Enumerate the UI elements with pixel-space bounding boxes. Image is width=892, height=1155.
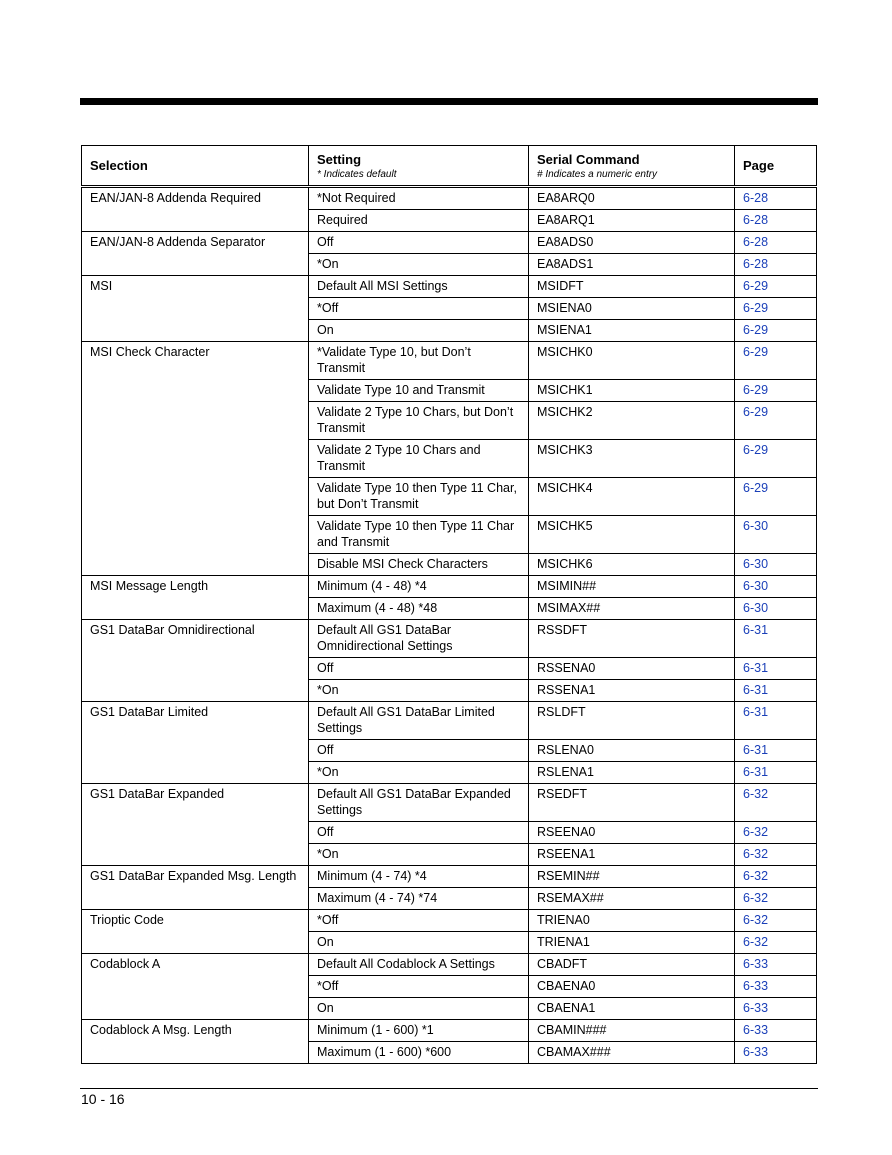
page-link[interactable]: 6-29: [735, 320, 817, 342]
command-cell: EA8ARQ1: [529, 210, 735, 232]
table-row: [82, 702, 817, 740]
selection-cell: MSI Message Length: [82, 576, 309, 620]
command-cell: RSSDFT: [529, 620, 735, 658]
selection-cell: GS1 DataBar Expanded Msg. Length: [82, 866, 309, 910]
setting-cell: Validate Type 10 then Type 11 Char and Transmit: [309, 516, 529, 554]
command-cell: RSSENA1: [529, 680, 735, 702]
table-row: [82, 1020, 817, 1042]
command-cell: RSLDFT: [529, 702, 735, 740]
table-row: [82, 954, 817, 976]
setting-cell: Off: [309, 658, 529, 680]
setting-cell: Validate 2 Type 10 Chars and Transmit: [309, 440, 529, 478]
page-link[interactable]: 6-33: [735, 1042, 817, 1064]
setting-cell: Validate 2 Type 10 Chars, but Don’t Transmit: [309, 402, 529, 440]
command-cell: RSEDFT: [529, 784, 735, 822]
page-link[interactable]: 6-28: [735, 187, 817, 210]
header-setting-label: Setting: [317, 151, 362, 167]
command-cell: MSIMAX##: [529, 598, 735, 620]
selection-cell: GS1 DataBar Omnidirectional: [82, 620, 309, 702]
page-link[interactable]: 6-32: [735, 784, 817, 822]
setting-cell: Validate Type 10 and Transmit: [309, 380, 529, 402]
command-cell: EA8ARQ0: [529, 187, 735, 210]
page-link[interactable]: 6-33: [735, 976, 817, 998]
page-link[interactable]: 6-32: [735, 866, 817, 888]
setting-cell: Default All Codablock A Settings: [309, 954, 529, 976]
setting-cell: *Off: [309, 976, 529, 998]
bottom-rule: [80, 1088, 818, 1089]
setting-cell: Maximum (4 - 48) *48: [309, 598, 529, 620]
table-row: [82, 620, 817, 658]
page-link[interactable]: 6-31: [735, 740, 817, 762]
header-setting-note: * Indicates default: [317, 168, 397, 180]
page-link[interactable]: 6-31: [735, 620, 817, 658]
selection-cell: MSI Check Character: [82, 342, 309, 576]
command-cell: MSIENA0: [529, 298, 735, 320]
table-row: [82, 784, 817, 822]
page-link[interactable]: 6-30: [735, 554, 817, 576]
command-cell: RSEENA0: [529, 822, 735, 844]
command-cell: CBAMIN###: [529, 1020, 735, 1042]
command-cell: MSICHK6: [529, 554, 735, 576]
command-cell: MSICHK5: [529, 516, 735, 554]
page-link[interactable]: 6-29: [735, 440, 817, 478]
command-cell: TRIENA0: [529, 910, 735, 932]
page-link[interactable]: 6-32: [735, 844, 817, 866]
command-cell: EA8ADS1: [529, 254, 735, 276]
page-link[interactable]: 6-29: [735, 342, 817, 380]
page-link[interactable]: 6-33: [735, 1020, 817, 1042]
setting-cell: Required: [309, 210, 529, 232]
table-row: [82, 910, 817, 932]
serial-command-table: [81, 145, 817, 1064]
selection-cell: GS1 DataBar Limited: [82, 702, 309, 784]
page-link[interactable]: 6-31: [735, 658, 817, 680]
page-link[interactable]: 6-29: [735, 402, 817, 440]
table-row: [82, 232, 817, 254]
page-link[interactable]: 6-28: [735, 232, 817, 254]
setting-cell: Minimum (4 - 74) *4: [309, 866, 529, 888]
setting-cell: Maximum (4 - 74) *74: [309, 888, 529, 910]
selection-cell: Codablock A: [82, 954, 309, 1020]
command-cell: MSICHK3: [529, 440, 735, 478]
page-link[interactable]: 6-31: [735, 680, 817, 702]
table-row: [82, 866, 817, 888]
page-link[interactable]: 6-30: [735, 576, 817, 598]
command-cell: EA8ADS0: [529, 232, 735, 254]
setting-cell: Default All GS1 DataBar Expanded Settings: [309, 784, 529, 822]
table-row: [82, 187, 817, 210]
command-cell: RSEMAX##: [529, 888, 735, 910]
page-link[interactable]: 6-33: [735, 954, 817, 976]
command-cell: MSICHK2: [529, 402, 735, 440]
page-link[interactable]: 6-28: [735, 210, 817, 232]
setting-cell: On: [309, 320, 529, 342]
command-cell: CBAENA1: [529, 998, 735, 1020]
table-row: [82, 342, 817, 380]
table-row: [82, 576, 817, 598]
setting-cell: Off: [309, 822, 529, 844]
selection-cell: EAN/JAN-8 Addenda Required: [82, 187, 309, 232]
setting-cell: Off: [309, 232, 529, 254]
setting-cell: Default All GS1 DataBar Limited Settings: [309, 702, 529, 740]
page-link[interactable]: 6-33: [735, 998, 817, 1020]
command-cell: CBAENA0: [529, 976, 735, 998]
footer-page-number: 10 - 16: [81, 1091, 125, 1107]
page-link[interactable]: 6-32: [735, 822, 817, 844]
setting-cell: Default All GS1 DataBar Omnidirectional Settings: [309, 620, 529, 658]
command-cell: MSIMIN##: [529, 576, 735, 598]
command-cell: RSLENA0: [529, 740, 735, 762]
setting-cell: On: [309, 932, 529, 954]
page-link[interactable]: 6-32: [735, 910, 817, 932]
page-link[interactable]: 6-30: [735, 598, 817, 620]
setting-cell: *Validate Type 10, but Don’t Transmit: [309, 342, 529, 380]
selection-cell: GS1 DataBar Expanded: [82, 784, 309, 866]
setting-cell: *On: [309, 680, 529, 702]
page-link[interactable]: 6-28: [735, 254, 817, 276]
command-cell: RSSENA0: [529, 658, 735, 680]
setting-cell: *On: [309, 844, 529, 866]
page-link[interactable]: 6-32: [735, 932, 817, 954]
setting-cell: Validate Type 10 then Type 11 Char, but Don’t Transmit: [309, 478, 529, 516]
setting-cell: Disable MSI Check Characters: [309, 554, 529, 576]
setting-cell: Maximum (1 - 600) *600: [309, 1042, 529, 1064]
setting-cell: *Off: [309, 298, 529, 320]
page-link[interactable]: 6-31: [735, 702, 817, 740]
page-link[interactable]: 6-29: [735, 298, 817, 320]
selection-cell: EAN/JAN-8 Addenda Separator: [82, 232, 309, 276]
command-cell: MSIENA1: [529, 320, 735, 342]
header-selection-label: Selection: [90, 158, 148, 173]
command-cell: RSLENA1: [529, 762, 735, 784]
header-setting: [309, 146, 529, 187]
setting-cell: *Off: [309, 910, 529, 932]
page-link[interactable]: 6-29: [735, 276, 817, 298]
page-link[interactable]: 6-31: [735, 762, 817, 784]
table-header: [82, 146, 817, 187]
command-cell: TRIENA1: [529, 932, 735, 954]
command-cell: CBAMAX###: [529, 1042, 735, 1064]
setting-cell: *On: [309, 762, 529, 784]
command-cell: MSICHK0: [529, 342, 735, 380]
selection-cell: MSI: [82, 276, 309, 342]
setting-cell: *On: [309, 254, 529, 276]
setting-cell: Default All MSI Settings: [309, 276, 529, 298]
setting-cell: Off: [309, 740, 529, 762]
command-cell: MSIDFT: [529, 276, 735, 298]
selection-cell: Trioptic Code: [82, 910, 309, 954]
table-row: [82, 276, 817, 298]
header-serial-note: # Indicates a numeric entry: [537, 168, 658, 180]
command-cell: CBADFT: [529, 954, 735, 976]
command-cell: MSICHK1: [529, 380, 735, 402]
setting-cell: Minimum (4 - 48) *4: [309, 576, 529, 598]
header-row: [82, 146, 817, 187]
page-link[interactable]: 6-29: [735, 380, 817, 402]
command-cell: MSICHK4: [529, 478, 735, 516]
page-link[interactable]: 6-30: [735, 516, 817, 554]
header-serial-command: [529, 146, 735, 187]
page-link[interactable]: 6-32: [735, 888, 817, 910]
table-body: [82, 187, 817, 1064]
top-rule: [80, 98, 818, 105]
setting-cell: Minimum (1 - 600) *1: [309, 1020, 529, 1042]
setting-cell: *Not Required: [309, 187, 529, 210]
page-link[interactable]: 6-29: [735, 478, 817, 516]
header-serial-label: Serial Command: [537, 151, 640, 167]
command-cell: RSEENA1: [529, 844, 735, 866]
selection-cell: Codablock A Msg. Length: [82, 1020, 309, 1064]
header-page-label: Page: [743, 158, 775, 173]
header-selection: [82, 146, 309, 187]
header-page: [735, 146, 817, 187]
setting-cell: On: [309, 998, 529, 1020]
command-cell: RSEMIN##: [529, 866, 735, 888]
